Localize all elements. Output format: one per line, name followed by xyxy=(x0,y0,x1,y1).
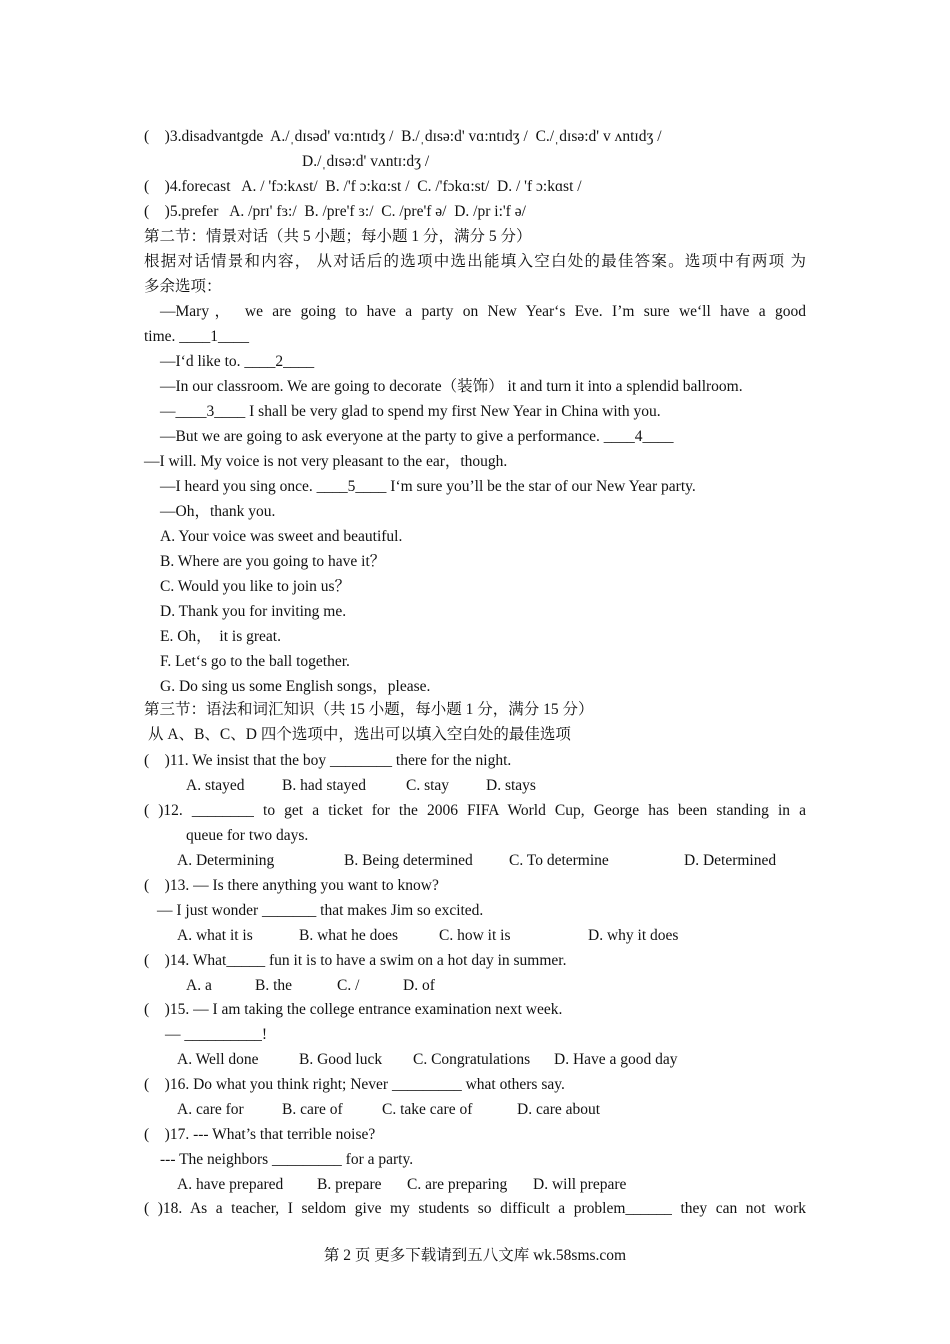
q15-option-a: A. Well done xyxy=(177,1051,259,1068)
q12-option-a: A. Determining xyxy=(177,852,275,869)
dialogue-line: —I will. My voice is not very pleasant to the ear，though. xyxy=(144,453,508,470)
section-3-title: 第三节：语法和词汇知识（共 15 小题，每小题 1 分，满分 15 分） xyxy=(144,701,594,718)
section-3-instruction: 从 A、B、C、D 四个选项中，选出可以填入空白处的最佳选项 xyxy=(148,726,571,743)
dialogue-line: —But we are going to ask everyone at the party to give a performance. ____4____ xyxy=(160,428,674,445)
question-3-option-d: D./ˌdɪsə:d' vʌntɪ:dʒ / xyxy=(302,153,430,170)
q12-option-c: C. To determine xyxy=(509,852,609,869)
q12-option-b: B. Being determined xyxy=(344,852,473,869)
dialogue-line: —Mary， we are going to have a party on New Year‘s Eve. I’m sure we‘ll have a good xyxy=(160,303,806,320)
q14-option-b: B. the xyxy=(255,977,293,994)
q16-option-c: C. take care of xyxy=(382,1101,473,1118)
question-14: ( )14. What_____ fun it is to have a swim on a hot day in summer. xyxy=(144,952,567,969)
q17-option-b: B. prepare xyxy=(317,1176,382,1193)
question-3: ( )3.disadvantgde A./ˌdɪsəd' vɑ:ntɪdʒ / B./ˌdɪsə:d' vɑ:ntɪdʒ / C./ˌdɪsə:d' v ʌntɪdʒ / xyxy=(144,128,662,145)
q12-option-d: D. Determined xyxy=(684,852,777,869)
question-13: ( )13. — Is there anything you want to know? xyxy=(144,877,439,894)
q11-option-d: D. stays xyxy=(486,777,536,794)
q11-option-b: B. had stayed xyxy=(282,777,366,794)
question-16: ( )16. Do what you think right; Never _________ what others say. xyxy=(144,1076,565,1093)
dialogue-line: —I‘d like to. ____2____ xyxy=(160,353,315,370)
question-18: ( )18. As a teacher, I seldom give my students so difficult a problem______ they can not work xyxy=(144,1200,806,1217)
q14-option-c: C. / xyxy=(337,977,360,994)
question-15-cont: — __________! xyxy=(165,1026,268,1043)
dialogue-option-f: F. Let‘s go to the ball together. xyxy=(160,653,350,670)
section-2-instruction: 根据对话情景和内容， 从对话后的选项中选出能填入空白处的最佳答案。选项中有两项 为 xyxy=(144,253,806,270)
dialogue-line: —____3____ I shall be very glad to spend my first New Year in China with you. xyxy=(160,403,661,420)
dialogue-line: —Oh，thank you. xyxy=(160,503,276,520)
dialogue-option-d: D. Thank you for inviting me. xyxy=(160,603,347,620)
q13-option-a: A. what it is xyxy=(177,927,253,944)
dialogue-option-g: G. Do sing us some English songs，please. xyxy=(160,678,431,695)
question-17: ( )17. --- What’s that terrible noise? xyxy=(144,1126,376,1143)
dialogue-option-c: C. Would you like to join us？ xyxy=(160,578,351,595)
question-13-cont: — I just wonder _______ that makes Jim so excited. xyxy=(157,902,484,919)
question-4: ( )4.forecast A. / 'fɔ:kʌst/ B. /'f ɔ:kɑ:st / C. /'fɔkɑ:st/ D. / 'f ɔ:kɑst / xyxy=(144,178,582,195)
dialogue-line: —In our classroom. We are going to decorate（装饰） it and turn it into a splendid ballroom. xyxy=(160,378,743,395)
dialogue-option-b: B. Where are you going to have it？ xyxy=(160,553,386,570)
dialogue-line: time. ____1____ xyxy=(144,328,250,345)
section-2-instruction-cont: 多余选项： xyxy=(144,278,222,295)
q14-option-a: A. a xyxy=(186,977,212,994)
question-15: ( )15. — I am taking the college entrance examination next week. xyxy=(144,1001,563,1018)
question-11: ( )11. We insist that the boy ________ there for the night. xyxy=(144,752,512,769)
q11-option-a: A. stayed xyxy=(186,777,245,794)
q15-option-c: C. Congratulations xyxy=(413,1051,531,1068)
question-12-cont: queue for two days. xyxy=(186,827,309,844)
page-footer: 第 2 页 更多下载请到五八文库 wk.58sms.com xyxy=(323,1247,627,1264)
q16-option-d: D. care about xyxy=(517,1101,601,1118)
q14-option-d: D. of xyxy=(403,977,435,994)
q13-option-c: C. how it is xyxy=(439,927,511,944)
q15-option-b: B. Good luck xyxy=(299,1051,383,1068)
dialogue-option-a: A. Your voice was sweet and beautiful. xyxy=(160,528,403,545)
q11-option-c: C. stay xyxy=(406,777,450,794)
q13-option-b: B. what he does xyxy=(299,927,399,944)
q15-option-d: D. Have a good day xyxy=(554,1051,678,1068)
dialogue-line: —I heard you sing once. ____5____ I‘m sure you’ll be the star of our New Year party. xyxy=(160,478,696,495)
q17-option-a: A. have prepared xyxy=(177,1176,284,1193)
question-5: ( )5.prefer A. /prɪ' fɜ:/ B. /pre'f ɜ:/ C. /pre'f ə/ D. /pr i:'f ə/ xyxy=(144,203,526,220)
question-17-cont: --- The neighbors _________ for a party. xyxy=(160,1151,414,1168)
q16-option-a: A. care for xyxy=(177,1101,244,1118)
q16-option-b: B. care of xyxy=(282,1101,343,1118)
question-12: ( )12. ________ to get a ticket for the 2006 FIFA World Cup, George has been standing in a xyxy=(144,802,806,819)
q17-option-c: C. are preparing xyxy=(407,1176,508,1193)
q17-option-d: D. will prepare xyxy=(533,1176,627,1193)
section-2-title: 第二节：情景对话（共 5 小题；每小题 1 分，满分 5 分） xyxy=(144,228,532,245)
q13-option-d: D. why it does xyxy=(588,927,679,944)
dialogue-option-e: E. Oh， it is great. xyxy=(160,628,281,645)
